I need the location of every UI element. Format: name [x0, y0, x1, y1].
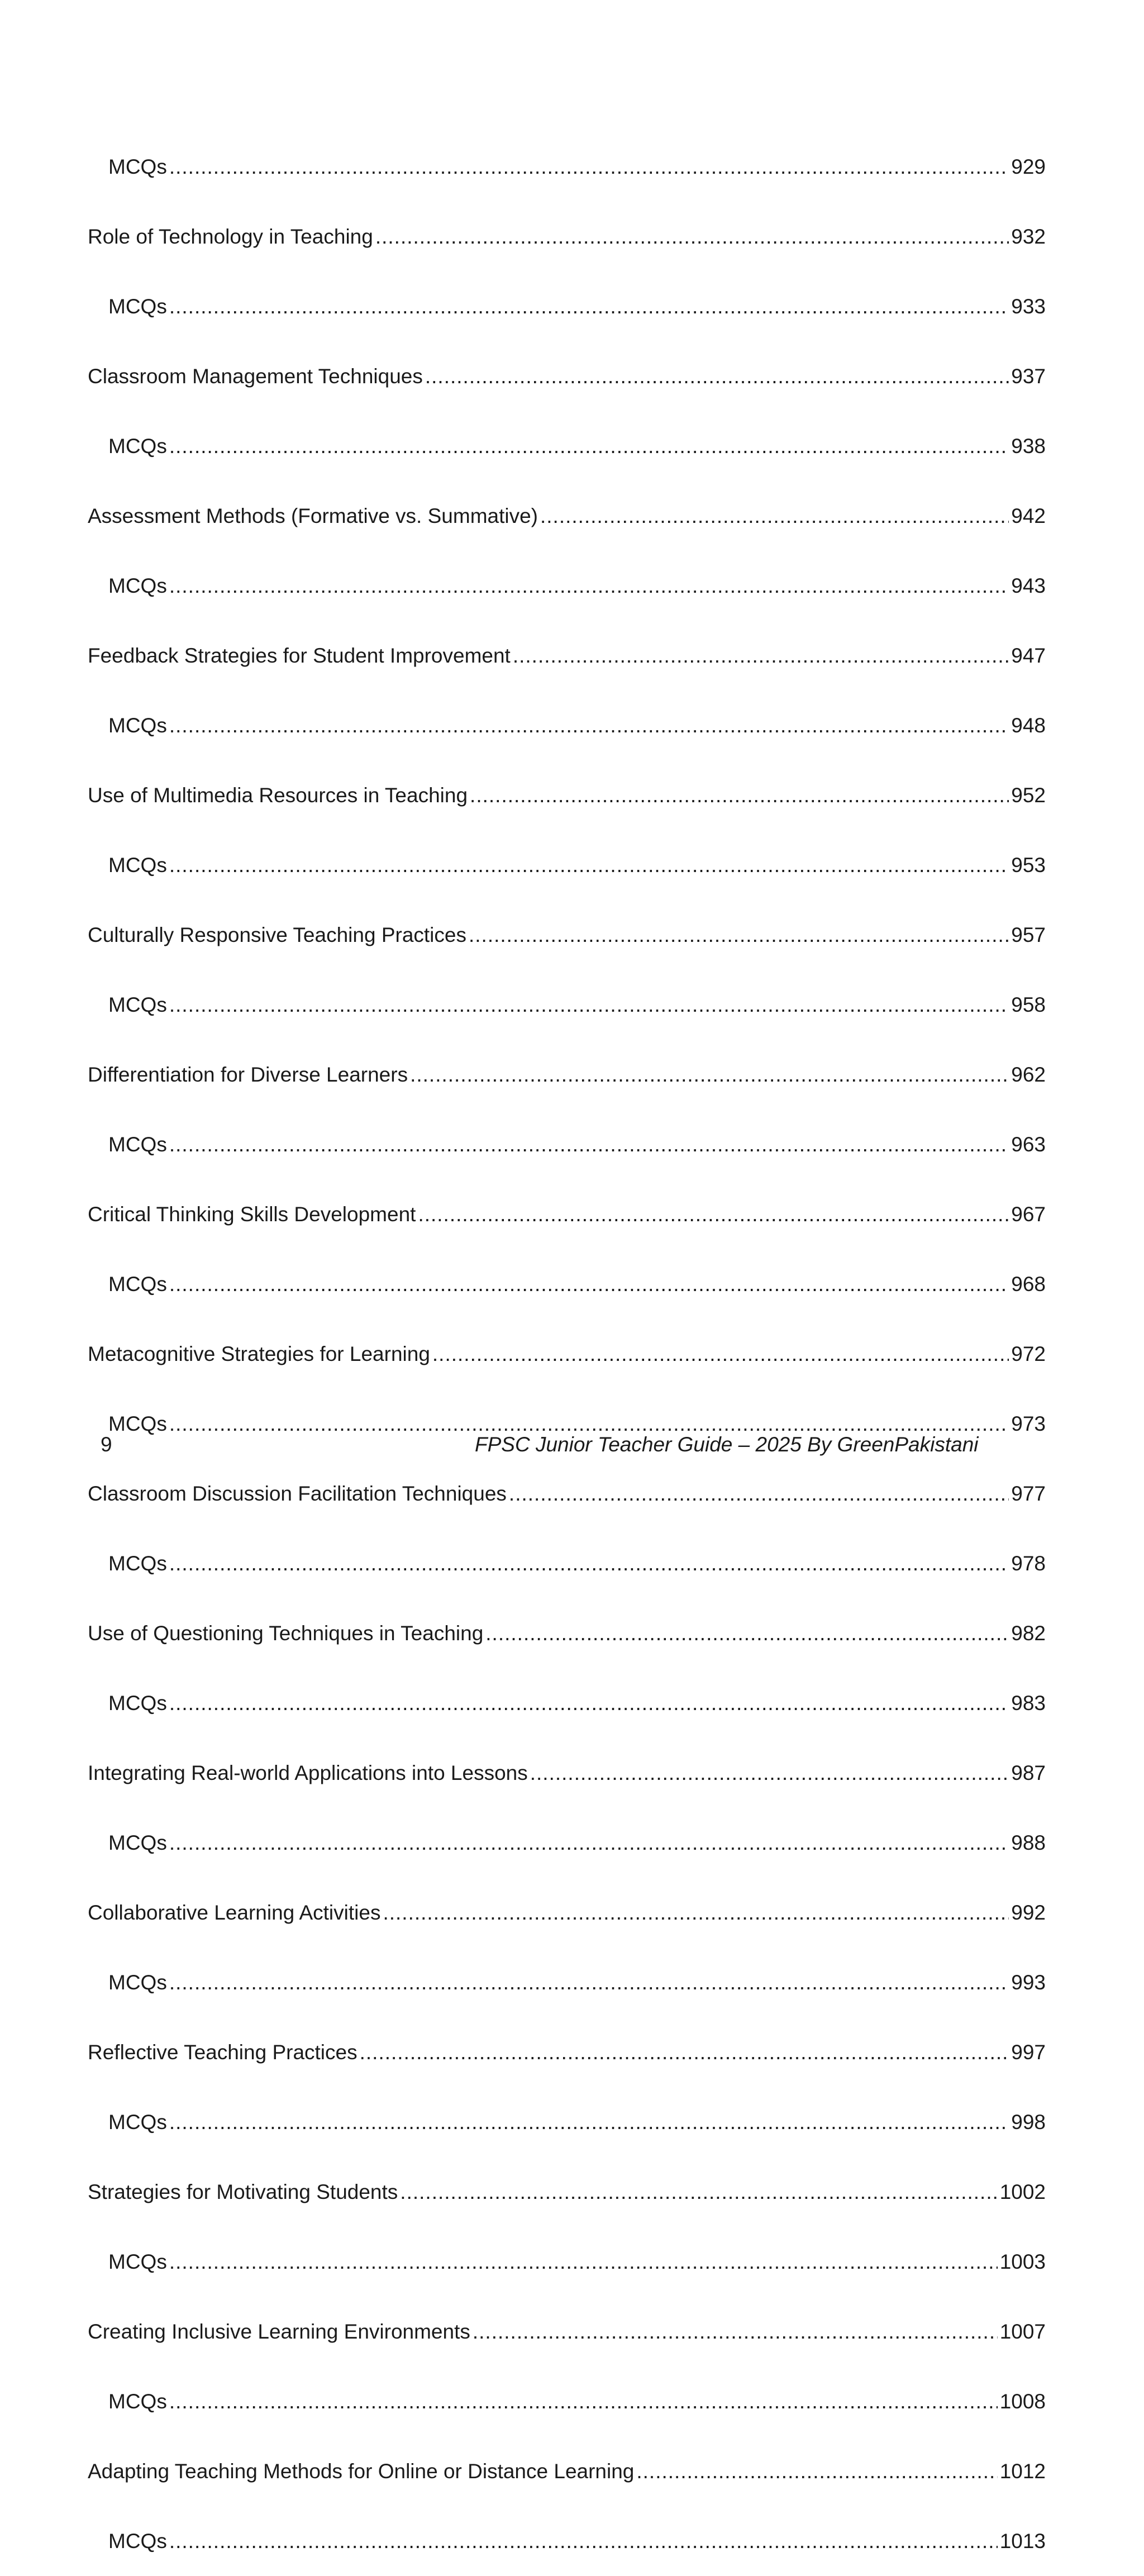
toc-entry[interactable] — [88, 2436, 1046, 2506]
toc-dot-leader — [169, 2506, 998, 2576]
toc-entry-page-number: 947 — [1011, 644, 1046, 667]
toc-entry[interactable] — [88, 621, 1046, 691]
toc-entry-title: Creating Inclusive Learning Environments — [88, 2320, 470, 2343]
toc-entry-page-number: 962 — [1011, 1063, 1046, 1086]
footer-page-number: 9 — [101, 1433, 112, 1456]
toc-entry-title: Differentiation for Diverse Learners — [88, 1063, 408, 1086]
toc-dot-leader — [169, 132, 1009, 202]
toc-subentry[interactable] — [88, 551, 1046, 621]
page-footer — [0, 1433, 1144, 1460]
toc-entry-page-number: 1013 — [999, 2530, 1046, 2553]
toc-dot-leader — [636, 2436, 997, 2506]
toc-entry-page-number: 998 — [1011, 2111, 1046, 2134]
toc-dot-leader — [418, 1179, 1009, 1249]
toc-entry-page-number: 983 — [1011, 1692, 1046, 1715]
toc-dot-leader — [169, 411, 1009, 481]
toc-dot-leader — [169, 1110, 1009, 1179]
toc-dot-leader — [410, 1040, 1009, 1110]
toc-dot-leader — [425, 341, 1009, 411]
toc-entry-page-number: 988 — [1011, 1831, 1046, 1854]
toc-entry-title: Adapting Teaching Methods for Online or Distance Learning — [88, 2460, 635, 2483]
toc-entry-page-number: 952 — [1011, 784, 1046, 807]
toc-entry-page-number: 958 — [1011, 993, 1046, 1016]
toc-dot-leader — [169, 2367, 998, 2436]
toc-dot-leader — [169, 1529, 1009, 1598]
toc-entry-page-number: 973 — [1011, 1412, 1046, 1435]
toc-entry-page-number: 957 — [1011, 923, 1046, 946]
toc-entry-title: MCQs — [108, 1273, 167, 1296]
toc-entry[interactable] — [88, 2157, 1046, 2227]
toc-dot-leader — [470, 760, 1009, 830]
toc-entry-page-number: 977 — [1011, 1482, 1046, 1505]
toc-entry-title: MCQs — [108, 295, 167, 318]
toc-entry[interactable] — [88, 1738, 1046, 1808]
toc-subentry[interactable] — [88, 2227, 1046, 2297]
toc-subentry[interactable] — [88, 132, 1046, 202]
toc-entry-title: MCQs — [108, 1971, 167, 1994]
toc-subentry[interactable] — [88, 1808, 1046, 1878]
toc-entry[interactable] — [88, 1878, 1046, 1948]
toc-dot-leader — [432, 1319, 1009, 1389]
toc-dot-leader — [169, 1249, 1009, 1319]
toc-dot-leader — [383, 1878, 1009, 1948]
toc-entry-title: MCQs — [108, 1692, 167, 1715]
toc-dot-leader — [513, 621, 1009, 691]
toc-entry-title: MCQs — [108, 2250, 167, 2273]
toc-dot-leader — [485, 1598, 1009, 1668]
toc-entry-title: Feedback Strategies for Student Improvement — [88, 644, 511, 667]
toc-entry[interactable] — [88, 1598, 1046, 1668]
toc-dot-leader — [375, 202, 1009, 272]
toc-entry-page-number: 963 — [1011, 1133, 1046, 1156]
toc-dot-leader — [530, 1738, 1009, 1808]
toc-entry-page-number: 953 — [1011, 854, 1046, 877]
toc-dot-leader — [169, 2087, 1009, 2157]
toc-entry[interactable] — [88, 2297, 1046, 2367]
toc-entry[interactable] — [88, 1319, 1046, 1389]
toc-entry[interactable] — [88, 341, 1046, 411]
toc-subentry[interactable] — [88, 2087, 1046, 2157]
toc-dot-leader — [169, 1808, 1009, 1878]
toc-entry-page-number: 933 — [1011, 295, 1046, 318]
toc-entry-title: Classroom Management Techniques — [88, 365, 423, 388]
toc-entry-page-number: 943 — [1011, 574, 1046, 597]
toc-dot-leader — [169, 691, 1009, 760]
toc-entry-page-number: 1012 — [999, 2460, 1046, 2483]
toc-entry-title: Critical Thinking Skills Development — [88, 1203, 416, 1226]
toc-entry[interactable] — [88, 1459, 1046, 1529]
toc-subentry[interactable] — [88, 1668, 1046, 1738]
toc-subentry[interactable] — [88, 830, 1046, 900]
toc-entry-page-number: 1008 — [999, 2390, 1046, 2413]
toc-entry-title: MCQs — [108, 1831, 167, 1854]
toc-dot-leader — [169, 1668, 1009, 1738]
toc-entry-title: Classroom Discussion Facilitation Techniques — [88, 1482, 507, 1505]
toc-subentry[interactable] — [88, 1529, 1046, 1598]
toc-subentry[interactable] — [88, 411, 1046, 481]
toc-dot-leader — [540, 481, 1009, 551]
toc-entry-title: MCQs — [108, 854, 167, 877]
toc-subentry[interactable] — [88, 1948, 1046, 2017]
toc-entry-page-number: 987 — [1011, 1761, 1046, 1784]
table-of-contents — [88, 132, 1046, 2576]
toc-dot-leader — [169, 2227, 998, 2297]
toc-entry-page-number: 932 — [1011, 225, 1046, 248]
toc-entry-page-number: 1007 — [999, 2320, 1046, 2343]
toc-dot-leader — [169, 830, 1009, 900]
toc-dot-leader — [169, 551, 1009, 621]
toc-entry-title: Role of Technology in Teaching — [88, 225, 373, 248]
toc-entry-page-number: 948 — [1011, 714, 1046, 737]
toc-entry-page-number: 972 — [1011, 1342, 1046, 1365]
toc-entry-title: MCQs — [108, 574, 167, 597]
toc-entry-title: MCQs — [108, 2390, 167, 2413]
toc-subentry[interactable] — [88, 1249, 1046, 1319]
toc-entry-title: MCQs — [108, 435, 167, 458]
footer-book-title: FPSC Junior Teacher Guide – 2025 By GreenPakistani — [475, 1433, 979, 1456]
toc-entry-title: MCQs — [108, 1552, 167, 1575]
toc-entry[interactable] — [88, 481, 1046, 551]
toc-entry[interactable] — [88, 202, 1046, 272]
toc-entry-title: MCQs — [108, 2111, 167, 2134]
toc-entry-title: Metacognitive Strategies for Learning — [88, 1342, 430, 1365]
toc-entry-title: MCQs — [108, 993, 167, 1016]
toc-dot-leader — [169, 1948, 1009, 2017]
toc-entry[interactable] — [88, 1179, 1046, 1249]
toc-dot-leader — [473, 2297, 998, 2367]
toc-subentry[interactable] — [88, 272, 1046, 341]
toc-dot-leader — [169, 272, 1009, 341]
toc-entry-page-number: 938 — [1011, 435, 1046, 458]
toc-dot-leader — [400, 2157, 997, 2227]
toc-subentry[interactable] — [88, 2367, 1046, 2436]
toc-entry-page-number: 993 — [1011, 1971, 1046, 1994]
toc-entry-title: MCQs — [108, 714, 167, 737]
toc-entry-title: Use of Questioning Techniques in Teaching — [88, 1622, 484, 1645]
toc-entry-title: Strategies for Motivating Students — [88, 2180, 398, 2203]
toc-dot-leader — [509, 1459, 1009, 1529]
toc-entry-title: Assessment Methods (Formative vs. Summative) — [88, 504, 538, 527]
toc-dot-leader — [360, 2017, 1009, 2087]
toc-entry-page-number: 967 — [1011, 1203, 1046, 1226]
toc-entry[interactable] — [88, 760, 1046, 830]
toc-entry-title: MCQs — [108, 2530, 167, 2553]
toc-dot-leader — [169, 970, 1009, 1040]
toc-entry[interactable] — [88, 2017, 1046, 2087]
toc-entry-title: Collaborative Learning Activities — [88, 1901, 381, 1924]
toc-entry-page-number: 982 — [1011, 1622, 1046, 1645]
toc-entry-page-number: 968 — [1011, 1273, 1046, 1296]
toc-entry-title: MCQs — [108, 1133, 167, 1156]
toc-entry-title: Reflective Teaching Practices — [88, 2041, 358, 2064]
toc-dot-leader — [469, 900, 1009, 970]
toc-subentry[interactable] — [88, 970, 1046, 1040]
toc-subentry[interactable] — [88, 1110, 1046, 1179]
toc-entry-page-number: 1003 — [999, 2250, 1046, 2273]
toc-subentry[interactable] — [88, 691, 1046, 760]
toc-entry-title: Use of Multimedia Resources in Teaching — [88, 784, 468, 807]
toc-entry-page-number: 1002 — [999, 2180, 1046, 2203]
toc-entry-page-number: 992 — [1011, 1901, 1046, 1924]
toc-subentry[interactable] — [88, 2506, 1046, 2576]
toc-entry[interactable] — [88, 900, 1046, 970]
toc-entry-page-number: 997 — [1011, 2041, 1046, 2064]
toc-entry[interactable] — [88, 1040, 1046, 1110]
toc-entry-title: MCQs — [108, 1412, 167, 1435]
toc-entry-page-number: 978 — [1011, 1552, 1046, 1575]
toc-entry-page-number: 937 — [1011, 365, 1046, 388]
toc-entry-page-number: 942 — [1011, 504, 1046, 527]
toc-entry-page-number: 929 — [1011, 155, 1046, 178]
toc-entry-title: MCQs — [108, 155, 167, 178]
toc-entry-title: Culturally Responsive Teaching Practices — [88, 923, 466, 946]
toc-entry-title: Integrating Real-world Applications into Lessons — [88, 1761, 528, 1784]
